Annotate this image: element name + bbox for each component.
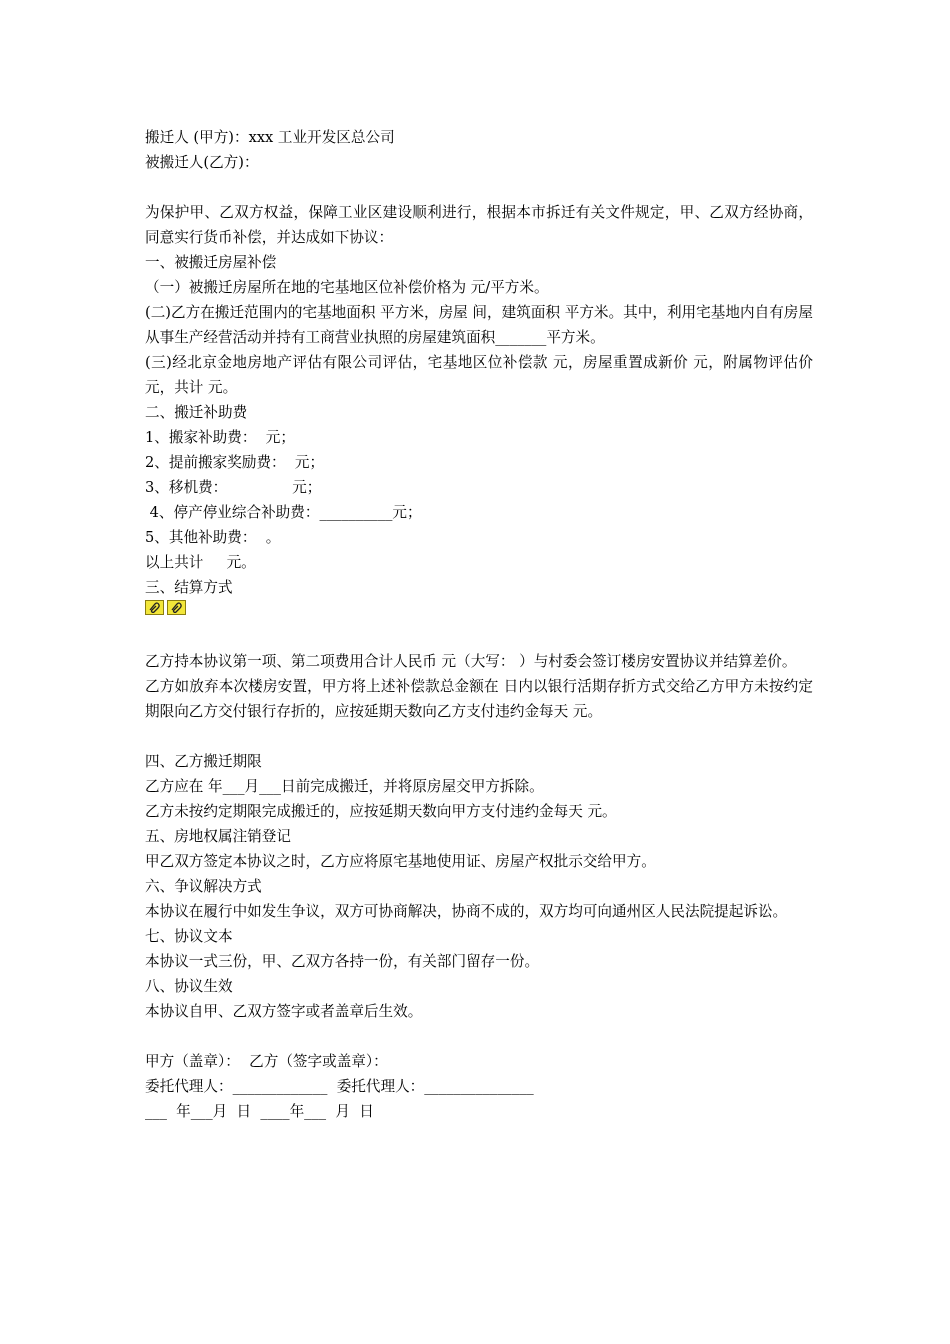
embedded-object-icon[interactable] [145, 600, 164, 615]
agreement-body [145, 125, 813, 1124]
signature-agents: 委托代理人：_____________ 委托代理人：_______________ [145, 1078, 534, 1095]
section-2-item-4: 4、停产停业综合补助费：__________元； [145, 504, 422, 521]
section-4-paragraph-1: 乙方应在 年___月___日前完成搬迁，并将原房屋交甲方拆除。 [145, 778, 544, 795]
spacer [145, 724, 813, 749]
party-a-line: 搬迁人 (甲方)：xxx 工业开发区总公司 [145, 129, 395, 146]
paperclip-icon [148, 602, 161, 613]
section-5-paragraph: 甲乙双方签定本协议之时，乙方应将原宅基地使用证、房屋产权批示交给甲方。 [145, 853, 656, 870]
spacer [145, 624, 813, 649]
paperclip-icon [170, 602, 183, 613]
section-7-paragraph: 本协议一式三份，甲、乙双方各持一份，有关部门留存一份。 [145, 953, 540, 970]
section-7-title: 七、协议文本 [145, 928, 233, 945]
signature-parties: 甲方（盖章）： 乙方（签字或盖章）： [145, 1053, 388, 1070]
embedded-object-icons [145, 600, 813, 624]
section-3-paragraph-2: 乙方如放弃本次楼房安置，甲方将上述补偿款总金额在 日内以银行活期存折方式交给乙方甲方未按约定期限向乙方交付银行存折的，应按延期天数向乙方支付违约金每天 元。 [145, 678, 813, 720]
spacer [145, 1024, 813, 1049]
signature-dates: ___ 年___月 日 ____年___ 月 日 [145, 1103, 374, 1120]
section-3-paragraph-1: 乙方持本协议第一项、第二项费用合计人民币 元（大写： ）与村委会签订楼房安置协议并结算差价。 [145, 653, 797, 670]
section-8-title: 八、协议生效 [145, 978, 233, 995]
section-4-paragraph-2: 乙方未按约定期限完成搬迁的，应按延期天数向甲方支付违约金每天 元。 [145, 803, 617, 820]
embedded-object-icon[interactable] [167, 600, 186, 615]
section-2-item-1: 1、搬家补助费： 元； [145, 429, 295, 446]
section-1-item-1: （一）被搬迁房屋所在地的宅基地区位补偿价格为 元/平方米。 [145, 279, 549, 296]
section-4-title: 四、乙方搬迁期限 [145, 753, 262, 770]
section-2-item-2: 2、提前搬家奖励费： 元； [145, 454, 325, 471]
section-1-item-3: (三)经北京金地房地产评估有限公司评估，宅基地区位补偿款 元，房屋重置成新价 元，附属物评估价 元，共计 元。 [145, 354, 813, 396]
section-1-item-2: (二)乙方在搬迁范围内的宅基地面积 平方米，房屋 间，建筑面积 平方米。其中，利用宅基地内自有房屋从事生产经营活动并持有工商营业执照的房屋建筑面积_______平方米。 [145, 304, 813, 346]
section-2-item-5: 5、其他补助费： 。 [145, 529, 281, 546]
section-2-total: 以上共计 元。 [145, 554, 256, 571]
section-3-title: 三、结算方式 [145, 579, 233, 596]
section-8-paragraph: 本协议自甲、乙双方签字或者盖章后生效。 [145, 1003, 423, 1020]
party-b-line: 被搬迁人(乙方)： [145, 154, 259, 171]
section-1-title: 一、被搬迁房屋补偿 [145, 254, 277, 271]
spacer [145, 175, 813, 200]
section-2-title: 二、搬迁补助费 [145, 404, 248, 421]
section-6-title: 六、争议解决方式 [145, 878, 262, 895]
section-6-paragraph: 本协议在履行中如发生争议，双方可协商解决，协商不成的，双方均可向通州区人民法院提起诉讼。 [145, 903, 788, 920]
intro-paragraph: 为保护甲、乙双方权益，保障工业区建设顺利进行，根据本市拆迁有关文件规定，甲、乙双方经协商，同意实行货币补偿，并达成如下协议： [145, 204, 813, 246]
section-5-title: 五、房地权属注销登记 [145, 828, 291, 845]
section-2-item-3: 3、移机费： 元； [145, 479, 322, 496]
